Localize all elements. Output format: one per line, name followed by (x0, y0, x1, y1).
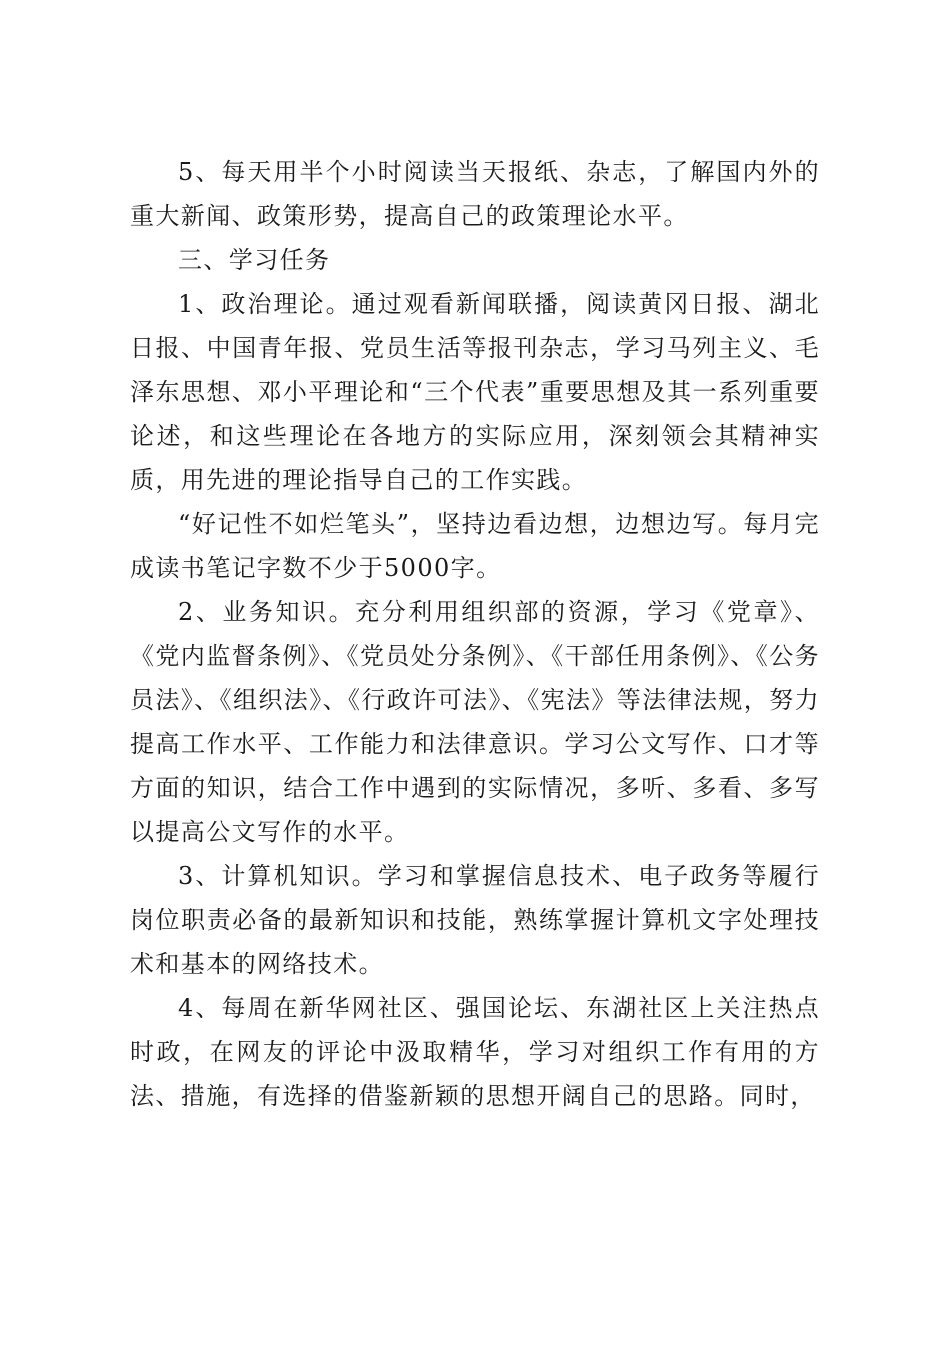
paragraph-computer-knowledge: 3、计算机知识。学习和掌握信息技术、电子政务等履行岗位职责必备的最新知识和技能，熟练掌握计算机文字处理技术和基本的网络技术。 (130, 862, 820, 978)
paragraph-item-5-reading: 5、每天用半个小时阅读当天报纸、杂志，了解国内外的重大新闻、政策形势，提高自己的政策理论水平。 (130, 158, 820, 230)
paragraph-business-knowledge: 2、业务知识。充分利用组织部的资源，学习《党章》、《党内监督条例》、《党员处分条例》、《干部任用条例》、《公务员法》、《组织法》、《行政许可法》、《宪法》等法律法规，努力提高工作水平、工作能力和法律意识。学习公文写作、口才等方面的知识，结合工作中遇到的实际情况，多听、多看、多写以提高公文写作的水平。 (130, 598, 820, 846)
paragraph-reading-notes: “好记性不如烂笔头”，坚持边看边想，边想边写。每月完成读书笔记字数不少于5000字。 (130, 510, 820, 582)
section-heading-study-tasks: 三、学习任务 (178, 246, 331, 274)
document-body (130, 150, 820, 1118)
paragraph-weekly-forums: 4、每周在新华网社区、强国论坛、东湖社区上关注热点时政，在网友的评论中汲取精华，学习对组织工作有用的方法、措施，有选择的借鉴新颖的思想开阔自己的思路。同时， (130, 994, 820, 1110)
paragraph-political-theory: 1、政治理论。通过观看新闻联播，阅读黄冈日报、湖北日报、中国青年报、党员生活等报刊杂志，学习马列主义、毛泽东思想、邓小平理论和“三个代表”重要思想及其一系列重要论述，和这些理论在各地方的实际应用，深刻领会其精神实质，用先进的理论指导自己的工作实践。 (130, 290, 820, 494)
